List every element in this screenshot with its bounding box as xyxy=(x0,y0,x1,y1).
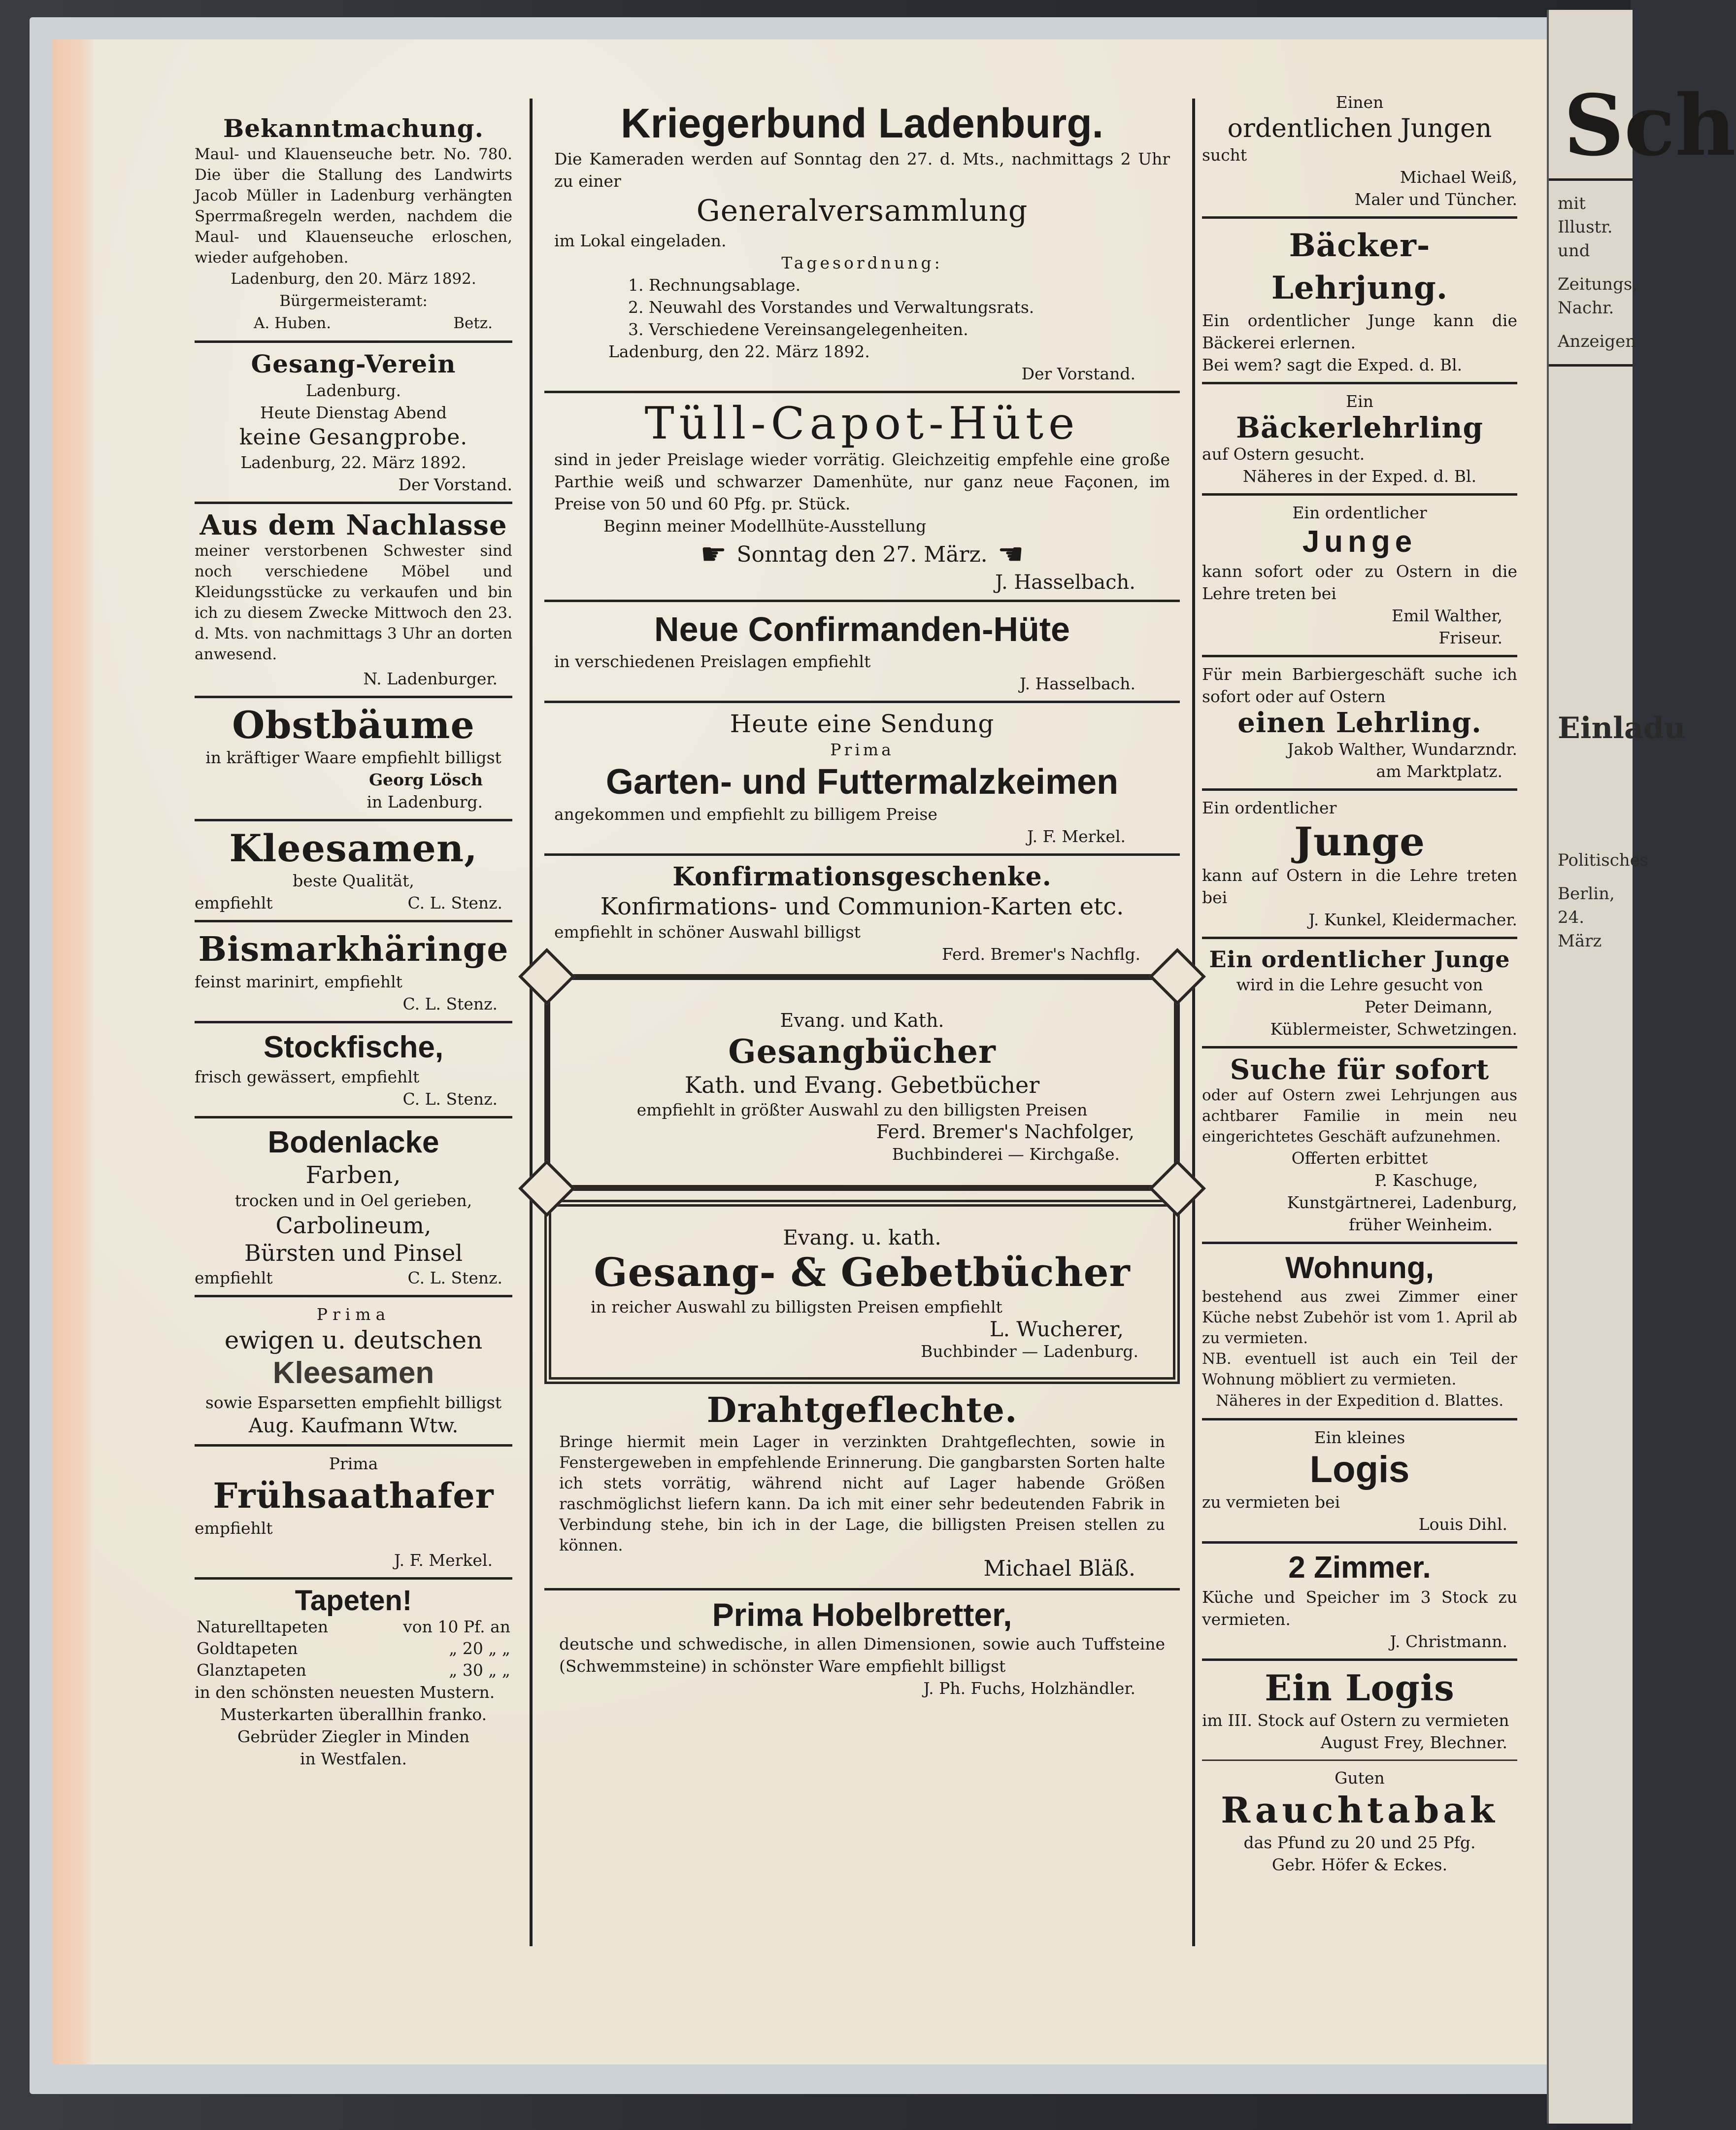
divider xyxy=(195,502,512,504)
ad-prima: Prima xyxy=(830,740,894,759)
table-cell: Glanztapeten xyxy=(197,1660,306,1680)
ad-logis-klein xyxy=(1202,1426,1517,1535)
next-page-line: Berlin, 24. März xyxy=(1558,884,1615,951)
ad-line: Evang. u. kath. xyxy=(783,1225,941,1250)
ad-signature-sub: Buchbinderei — Kirchgaße. xyxy=(892,1145,1120,1164)
ad-title: Tapeten! xyxy=(295,1585,412,1617)
ad-title: Garten- und Futtermalzkeimen xyxy=(605,762,1119,802)
ad-line: ewigen u. deutschen xyxy=(224,1326,483,1354)
ad-title: Frühsaathafer xyxy=(213,1475,494,1516)
ad-agenda-title: Tagesordnung: xyxy=(781,253,943,272)
ad-signature: Louis Dihl. xyxy=(1418,1515,1507,1534)
ad-junge-kuebler xyxy=(1202,945,1517,1040)
ad-title: Bekanntmachung. xyxy=(223,114,484,143)
ad-signature: Ferd. Bremer's Nachflg. xyxy=(941,945,1140,964)
ad-title: Prima Hobelbretter, xyxy=(712,1596,1012,1633)
ad-title: 2 Zimmer. xyxy=(1288,1551,1431,1585)
ad-line: ordentlichen Jungen xyxy=(1227,114,1492,143)
ad-text: empfiehlt xyxy=(195,893,273,913)
ad-bekanntmachung xyxy=(195,113,512,335)
ad-signature-sub: Kunstgärtnerei, Ladenburg, xyxy=(1287,1193,1517,1212)
next-page-line: Zeitungs, Nachr. xyxy=(1558,274,1638,318)
ad-title: Konfirmationsgeschenke. xyxy=(672,862,1052,892)
table-cell: „ 30 „ „ xyxy=(449,1660,510,1680)
column-middle xyxy=(544,99,1180,1699)
ad-line: sowie Esparsetten empfiehlt billigst xyxy=(205,1393,502,1412)
ad-bodenlacke xyxy=(195,1124,512,1289)
ad-event: Generalversammlung xyxy=(696,194,1028,228)
ad-title: Neue Confirmanden-Hüte xyxy=(654,610,1070,648)
ad-text: Die Kameraden werden auf Sonntag den 27. d. Mts., nachmittags 2 Uhr zu einer xyxy=(554,149,1170,191)
ad-title: Ein Logis xyxy=(1265,1667,1455,1709)
ad-text: bestehend aus zwei Zimmer einer Küche nebst Zubehör ist vom 1. April ab zu vermieten. xyxy=(1202,1288,1517,1347)
page-edge xyxy=(52,39,94,2064)
ad-date: Ladenburg, den 22. März 1892. xyxy=(608,342,870,361)
ad-signature: C. L. Stenz. xyxy=(407,1268,502,1287)
ad-signature: Betz. xyxy=(453,314,493,332)
ad-signature: A. Huben. xyxy=(254,314,332,332)
ad-line: Carbolineum, xyxy=(275,1212,432,1239)
pointing-hand-icon: ☚ xyxy=(997,537,1024,572)
ad-date: Ladenburg, den 20. März 1892. xyxy=(231,270,476,288)
divider xyxy=(195,1444,512,1447)
next-page-line: Anzeigen xyxy=(1558,332,1636,351)
ad-gesang-verein xyxy=(195,349,512,496)
ad-line: Farben, xyxy=(305,1161,401,1189)
divider xyxy=(195,1116,512,1118)
ad-line: Heute eine Sendung xyxy=(730,710,995,738)
ad-signature-sub: Buchbinder — Ladenburg. xyxy=(921,1342,1138,1361)
ad-kleesamen xyxy=(195,827,512,914)
ad-title: Drahtgeflechte. xyxy=(706,1389,1018,1430)
ad-place: im Lokal eingeladen. xyxy=(554,231,727,250)
next-page-sliver xyxy=(1547,10,1736,2124)
ad-title: Gesang-Verein xyxy=(251,349,456,378)
ad-text: kann sofort oder zu Ostern in die Lehre treten bei xyxy=(1202,562,1517,603)
ad-date: Ladenburg, 22. März 1892. xyxy=(240,453,467,472)
ad-signature: J. Ph. Fuchs, Holzhändler. xyxy=(923,1679,1135,1698)
ad-note: NB. eventuell ist auch ein Teil der Wohnung möbliert zu vermieten. xyxy=(1202,1350,1517,1388)
ad-rauchtabak xyxy=(1202,1767,1517,1876)
ad-title: Kleesamen, xyxy=(229,826,478,870)
divider xyxy=(1202,655,1517,657)
ad-signature: Michael Bläß. xyxy=(983,1556,1135,1581)
ad-text: wird in die Lehre gesucht von xyxy=(1236,975,1483,994)
ad-text: meiner verstorbenen Schwester sind noch verschiedene Möbel und Kleidungsstücke zu verkaufen und bin ich zu diesem Zwecke Mittwoch den 23. d. Mts. von nachmittags 3 Uhr an dorten anwesend. xyxy=(195,542,512,663)
ad-title: einen Lehrling. xyxy=(1237,707,1482,739)
ad-title: Gesang- & Gebetbücher xyxy=(594,1249,1131,1295)
ad-date: Sonntag den 27. März. xyxy=(736,541,988,567)
ad-text: in kräftiger Waare empfiehlt billigst xyxy=(205,748,501,767)
ad-konfirmationsgeschenke xyxy=(544,862,1180,965)
column-right xyxy=(1202,91,1517,1876)
ad-note: keine Gesangprobe. xyxy=(239,425,468,450)
ad-text: zu vermieten bei xyxy=(1202,1492,1340,1512)
agenda-item: 2. Neuwahl des Vorstandes und Verwaltungsrats. xyxy=(628,298,1035,317)
ad-title: Bodenlacke xyxy=(267,1125,439,1159)
ad-fruehsaathafer xyxy=(195,1453,512,1571)
ad-title: Rauchtabak xyxy=(1221,1789,1499,1831)
divider xyxy=(1202,788,1517,791)
divider xyxy=(544,391,1180,393)
divider xyxy=(1202,382,1517,384)
ad-text: deutsche und schwedische, in allen Dimensionen, sowie auch Tuffsteine (Schwemmsteine) in schönster Ware empfiehlt billigst xyxy=(559,1634,1165,1676)
ad-line: Heute Dienstag Abend xyxy=(260,403,447,422)
ad-title: Wohnung, xyxy=(1285,1251,1434,1285)
ad-signature: Peter Deimann, xyxy=(1365,997,1493,1016)
divider xyxy=(1202,1658,1517,1661)
ad-title: Aus dem Nachlasse xyxy=(200,509,507,541)
ad-text: auf Ostern gesucht. xyxy=(1202,444,1365,464)
ad-prima: Prima xyxy=(329,1454,378,1473)
divider xyxy=(1549,178,1633,181)
ad-ewiger-kleesamen xyxy=(195,1303,512,1438)
divider xyxy=(195,1021,512,1023)
ad-text: frisch gewässert, empfiehlt xyxy=(195,1067,420,1086)
table-row xyxy=(195,1638,512,1659)
ad-signature: Michael Weiß, xyxy=(1400,168,1517,187)
ad-line: Einen xyxy=(1335,93,1384,112)
table-cell: „ 20 „ „ xyxy=(449,1639,510,1658)
ad-signature: Gebrüder Ziegler in Minden xyxy=(237,1727,470,1746)
ad-signature-row xyxy=(195,312,512,335)
ad-line: Für mein Barbiergeschäft suche ich sofort oder auf Ostern xyxy=(1202,665,1517,706)
divider xyxy=(195,920,512,922)
divider xyxy=(544,600,1180,602)
ad-line: Beginn meiner Modellhüte-Ausstellung xyxy=(603,516,927,536)
ad-ordentlicher-junge xyxy=(1202,91,1517,210)
ad-signature: Gebr. Höfer & Eckes. xyxy=(1271,1855,1448,1874)
ad-bismarkhaeringe xyxy=(195,928,512,1015)
ad-text: sind in jeder Preislage wieder vorrätig. Gleichzeitig empfehle eine große Parthie weiß und schwarzer Damenhüte, nur ganz neue Façonen, im Preise von 50 und 60 Pfg. pr. Stück. xyxy=(554,450,1170,513)
ad-text: Maul- und Klauenseuche betr. No. 780. Die über die Stallung des Landwirts Jacob Müller in Ladenburg verhängten Sperrmaßregeln werden, nachdem die Maul- und Klauenseuche erloschen, wieder aufgehoben. xyxy=(195,145,512,267)
ad-title: Junge xyxy=(1294,818,1425,865)
ad-junge-friseur xyxy=(1202,502,1517,649)
ad-ein-logis xyxy=(1202,1667,1517,1754)
ad-junge-kleidermacher xyxy=(1202,797,1517,931)
ad-line: empfiehlt in größter Auswahl zu den billigsten Preisen xyxy=(636,1100,1088,1119)
divider xyxy=(1202,937,1517,939)
ad-title: Obstbäume xyxy=(232,703,475,747)
ad-line: sucht xyxy=(1202,145,1247,165)
table-cell: Goldtapeten xyxy=(197,1639,298,1658)
ad-title: Kriegerbund Ladenburg. xyxy=(620,100,1104,146)
table-row xyxy=(195,1659,512,1681)
ad-wohnung xyxy=(1202,1250,1517,1412)
ad-place: Ladenburg. xyxy=(305,381,401,400)
ad-gesangbuecher-frame xyxy=(544,974,1180,1191)
ad-signature-sub: Maler und Tüncher. xyxy=(1354,190,1517,209)
ad-text: in verschiedenen Preislagen empfiehlt xyxy=(554,652,871,671)
ad-signature: J. F. Merkel. xyxy=(394,1551,493,1570)
ad-signature: N. Ladenburger. xyxy=(363,669,498,688)
ad-title: Junge xyxy=(1302,525,1417,559)
ad-signature: August Frey, Blechner. xyxy=(1320,1733,1507,1752)
ad-signature: J. Hasselbach. xyxy=(1019,674,1135,693)
ad-ask: Näheres in der Expedition d. Blattes. xyxy=(1215,1392,1504,1410)
ad-line: Musterkarten überallhin franko. xyxy=(220,1705,487,1724)
divider xyxy=(1202,1541,1517,1544)
column-left xyxy=(195,113,512,1770)
ad-title: Logis xyxy=(1309,1449,1410,1490)
ad-line: Ein ordentlicher xyxy=(1292,503,1427,522)
ad-line: Offerten erbittet xyxy=(1291,1149,1428,1168)
ad-text: im III. Stock auf Ostern zu vermieten xyxy=(1202,1711,1509,1730)
table-cell: Naturelltapeten xyxy=(197,1617,329,1636)
ad-text: empfiehlt xyxy=(195,1268,273,1287)
ad-quality: beste Qualität, xyxy=(293,871,414,890)
pointing-hand-icon: ☛ xyxy=(700,537,727,572)
divider xyxy=(1202,1242,1517,1244)
table-cell: von 10 Pf. an xyxy=(403,1617,510,1636)
ad-signature: C. L. Stenz. xyxy=(402,994,498,1014)
ad-signature: L. Wucherer, xyxy=(989,1317,1124,1341)
agenda-item: 1. Rechnungsablage. xyxy=(628,275,801,295)
ad-obstbaeume xyxy=(195,704,512,813)
ad-line: Konfirmations- und Communion-Karten etc. xyxy=(600,893,1124,920)
ad-lehrling-barbier xyxy=(1202,663,1517,782)
ad-signature: C. L. Stenz. xyxy=(407,893,502,913)
ad-signature: Der Vorstand. xyxy=(398,475,512,494)
ad-signature: Der Vorstand. xyxy=(1021,364,1135,383)
divider xyxy=(1549,364,1633,367)
ad-baecker-lehrjung xyxy=(1202,225,1517,376)
ad-text: Bringe hiermit mein Lager in verzinkten Drahtgeflechten, sowie in Fenstergeweben in empfehlende Erinnerung. Die gangbarsten Sorten halte ich stets vorrätig, während nicht auf Lager habende Größen raschmöglichst liefern kann. Da ich mit einer sehr bedeutenden Fabrik in Verbindung stehe, bin ich in der Lage, die billigsten Preisen stellen zu können. xyxy=(559,1432,1165,1555)
divider xyxy=(1202,1418,1517,1420)
ad-line: empfiehlt in schöner Auswahl billigst xyxy=(554,922,861,942)
divider xyxy=(1202,493,1517,496)
ad-line: Bürsten und Pinsel xyxy=(244,1240,463,1266)
next-page-masthead: Sch xyxy=(1564,76,1736,175)
ad-prima: Prima xyxy=(316,1305,391,1324)
ad-text: das Pfund zu 20 und 25 Pfg. xyxy=(1243,1833,1476,1852)
ad-text: oder auf Ostern zwei Lehrjungen aus achtbarer Familie in mein neu eingerichtetes Geschäft aufzunehmen. xyxy=(1202,1086,1517,1146)
divider xyxy=(195,340,512,343)
ad-line: Ein kleines xyxy=(1314,1428,1405,1447)
divider xyxy=(195,1577,512,1580)
divider xyxy=(1202,1759,1517,1761)
next-page-line: mit Illustr. und xyxy=(1558,194,1613,261)
ad-title: Tüll-Capot-Hüte xyxy=(644,398,1080,449)
divider xyxy=(195,819,512,821)
ad-signature: P. Kaschuge, xyxy=(1374,1171,1478,1190)
ad-title: Stockfische, xyxy=(263,1030,444,1064)
ad-line: Ein xyxy=(1346,392,1373,411)
ad-signature: Aug. Kaufmann Wtw. xyxy=(248,1415,459,1437)
ad-hobelbretter xyxy=(544,1596,1180,1699)
ad-signature: C. L. Stenz. xyxy=(402,1089,498,1109)
ad-ask: Bei wem? sagt die Exped. d. Bl. xyxy=(1202,355,1463,374)
divider xyxy=(544,853,1180,856)
ad-ask: Näheres in der Exped. d. Bl. xyxy=(1242,467,1477,486)
ad-signature: Ferd. Bremer's Nachfolger, xyxy=(876,1121,1135,1143)
ad-signature: J. F. Merkel. xyxy=(1027,827,1126,846)
ad-signature-sub: früher Weinheim. xyxy=(1349,1215,1493,1234)
ad-signature: Georg Lösch xyxy=(368,770,483,789)
ad-suche-lehrjungen xyxy=(1202,1054,1517,1236)
ad-title: Ein ordentlicher Junge xyxy=(1209,946,1510,973)
divider xyxy=(544,1588,1180,1590)
ad-nachlass xyxy=(195,510,512,690)
ad-signature: J. Christmann. xyxy=(1390,1632,1507,1651)
ad-line: in den schönsten neuesten Mustern. xyxy=(195,1683,495,1702)
ad-text: Küche und Speicher im 3 Stock zu vermieten. xyxy=(1202,1588,1517,1629)
next-page-line: Einladu xyxy=(1558,711,1686,745)
ad-signature-place: in Westfalen. xyxy=(300,1749,407,1768)
divider xyxy=(195,1295,512,1297)
ad-signature-row xyxy=(195,1267,512,1289)
ad-title: Bismarkhäringe xyxy=(198,930,509,969)
price-table xyxy=(195,1616,512,1681)
divider xyxy=(544,701,1180,703)
ad-text: angekommen und empfiehlt zu billigem Preise xyxy=(554,805,937,824)
ad-drahtgeflechte xyxy=(544,1389,1180,1582)
ad-text: empfiehlt xyxy=(195,1519,273,1538)
ad-signature: Emil Walther, xyxy=(1392,606,1502,625)
ad-kriegerbund xyxy=(544,99,1180,385)
ad-tapeten xyxy=(195,1586,512,1770)
ad-signature-place: in Ladenburg. xyxy=(367,792,483,811)
table-row xyxy=(195,1616,512,1638)
ad-stockfische xyxy=(195,1029,512,1110)
ad-office: Bürgermeisteramt: xyxy=(279,292,428,310)
ad-signature-row xyxy=(195,892,512,914)
ad-title: Suche für sofort xyxy=(1230,1053,1490,1086)
ad-baeckerlehrling xyxy=(1202,390,1517,487)
ad-signature-sub: am Marktplatz. xyxy=(1376,762,1502,781)
agenda-item: 3. Verschiedene Vereinsangelegenheiten. xyxy=(628,320,968,339)
ad-signature: J. Kunkel, Kleidermacher. xyxy=(1308,910,1517,929)
ad-title: Kleesamen xyxy=(272,1356,434,1390)
ad-confirmanden-huete xyxy=(544,608,1180,695)
ad-signature: J. Hasselbach. xyxy=(995,571,1135,594)
ad-line: Guten xyxy=(1335,1768,1385,1788)
ad-title: Bäckerlehrling xyxy=(1235,411,1483,444)
ad-text: feinst marinirt, empfiehlt xyxy=(195,972,402,991)
next-page-line: Politisches xyxy=(1558,850,1649,870)
ad-line: in reicher Auswahl zu billigsten Preisen empfiehlt xyxy=(591,1297,1002,1317)
ad-title: Bäcker-Lehrjung. xyxy=(1271,227,1448,306)
column-rule-left xyxy=(530,99,533,1946)
ad-line: Ein ordentlicher xyxy=(1202,798,1337,817)
ad-signature: Jakob Walther, Wundarzndr. xyxy=(1287,740,1517,759)
ad-title: Gesangbücher xyxy=(728,1032,996,1071)
ad-line: trocken und in Oel gerieben, xyxy=(234,1191,472,1210)
divider xyxy=(195,696,512,698)
ad-date-row xyxy=(554,537,1170,572)
ad-tuell-capot-huete xyxy=(544,399,1180,594)
ad-text: kann auf Ostern in die Lehre treten bei xyxy=(1202,866,1517,907)
ad-malzkeimen xyxy=(544,709,1180,847)
ad-signature-sub: Friseur. xyxy=(1438,628,1502,647)
ad-wucherer-frame xyxy=(544,1200,1180,1384)
ad-line: Kath. und Evang. Gebetbücher xyxy=(684,1072,1040,1098)
divider xyxy=(1202,216,1517,219)
column-rule-right xyxy=(1192,99,1195,1946)
ad-text: Ein ordentlicher Junge kann die Bäckerei erlernen. xyxy=(1202,311,1517,352)
ad-line: Evang. und Kath. xyxy=(780,1010,944,1031)
divider xyxy=(1202,1046,1517,1048)
ad-signature-sub: Küblermeister, Schwetzingen. xyxy=(1270,1019,1517,1039)
ad-zwei-zimmer xyxy=(1202,1550,1517,1653)
